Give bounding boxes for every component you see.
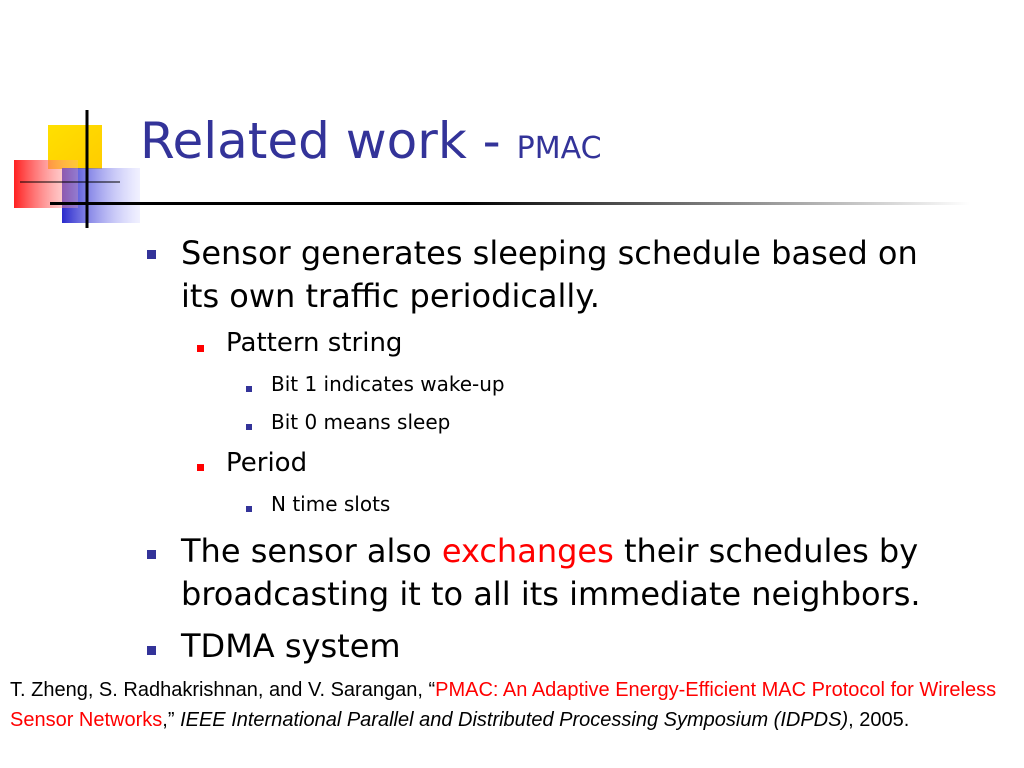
- sub-bullet-period: Period: [226, 448, 308, 478]
- citation: [10, 675, 1020, 735]
- bullet-3: TDMA system: [181, 627, 401, 665]
- bullet-marker: [246, 386, 252, 392]
- bullet-2-post: their schedules by: [613, 532, 919, 570]
- sub-bullet-pattern-string: Pattern string: [226, 328, 403, 358]
- bullet-1-line-1: Sensor generates sleeping schedule based on: [181, 234, 918, 272]
- bullet-2-line-2: broadcasting it to all its immediate neighbors.: [181, 575, 921, 613]
- title-sub: PMAC: [516, 131, 602, 166]
- sub-sub-bullet-bit0: Bit 0 means sleep: [271, 410, 451, 434]
- sub-sub-bullet-time-slots: N time slots: [271, 492, 391, 516]
- bullet-2-pre: The sensor also: [181, 532, 442, 570]
- bullet-marker: [147, 646, 156, 655]
- bullet-marker: [147, 250, 156, 259]
- bullet-1-line-2: its own traffic periodically.: [181, 277, 600, 315]
- bullet-marker: [246, 506, 252, 512]
- citation-venue: IEEE International Parallel and Distributed Processing Symposium (IDPDS): [180, 709, 849, 731]
- citation-year: , 2005.: [848, 709, 910, 731]
- citation-close-quote: ,”: [162, 709, 181, 731]
- bullet-marker: [246, 424, 252, 430]
- bullet-2-highlight: exchanges: [441, 532, 614, 570]
- sub-sub-bullet-bit1: Bit 1 indicates wake-up: [271, 372, 505, 396]
- bullet-marker: [197, 345, 204, 352]
- citation-authors: T. Zheng, S. Radhakrishnan, and V. Sarangan,: [10, 679, 429, 701]
- title-main: Related work -: [140, 112, 517, 170]
- citation-title: PMAC: An Adaptive Energy-Efficient MAC Protocol for Wireless Sensor Networks: [10, 679, 997, 731]
- citation-open-quote: “: [428, 679, 436, 701]
- bullet-marker: [147, 550, 156, 559]
- bullet-2-line-1: [181, 530, 918, 573]
- bullet-marker: [197, 464, 204, 471]
